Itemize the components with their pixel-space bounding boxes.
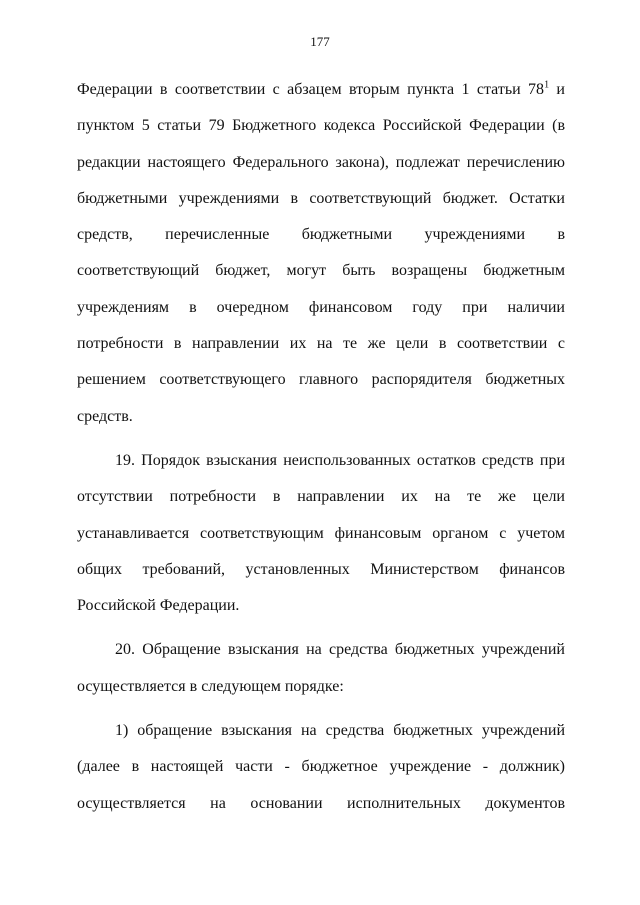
- text-line: отсутствии потребности в направлении их на те же цели: [77, 488, 565, 506]
- superscript: 1: [544, 79, 550, 91]
- text-line: (далее в настоящей части - бюджетное учреждение - должник): [77, 758, 565, 776]
- text-line: бюджетными учреждениями в соответствующий бюджет. Остатки: [77, 189, 565, 207]
- page-number: 177: [310, 34, 330, 49]
- text-line: 1) обращение взыскания на средства бюджетных учреждений: [115, 722, 565, 740]
- text-line: 19. Порядок взыскания неиспользованных остатков средств при: [115, 451, 565, 469]
- text-line: 20. Обращение взыскания на средства бюджетных учреждений: [115, 641, 565, 659]
- line-text: Федерации в соответствии с абзацем вторым пункта 1 статьи 78: [77, 81, 545, 98]
- text-line: пунктом 5 статьи 79 Бюджетного кодекса Российской Федерации (в: [77, 117, 565, 135]
- text-line: устанавливается соответствующим финансовым органом с учетом: [77, 524, 565, 542]
- paragraph-19: [77, 443, 565, 624]
- text-line: средств.: [77, 407, 133, 425]
- line-text: и: [549, 81, 565, 98]
- paragraph-continuation: [77, 72, 565, 435]
- text-line: Российской Федерации.: [77, 597, 240, 615]
- text-line: учреждениям в очередном финансовом году при наличии: [77, 298, 565, 316]
- text-line: потребности в направлении их на те же цели в соответствии с: [77, 335, 565, 353]
- text-line: осуществляется на основании исполнительных документов: [77, 794, 565, 812]
- text-line: соответствующий бюджет, могут быть возращены бюджетным: [77, 262, 565, 280]
- text-line: [77, 72, 565, 108]
- paragraph-20: [77, 632, 565, 705]
- document-body: [77, 72, 565, 822]
- text-line: общих требований, установленных Министерством финансов: [77, 560, 565, 578]
- text-line: редакции настоящего Федерального закона), подлежат перечислению: [77, 153, 565, 171]
- text-line: средств, перечисленные бюджетными учреждениями в: [77, 226, 565, 244]
- text-line: осуществляется в следующем порядке:: [77, 677, 344, 695]
- text-line: решением соответствующего главного распорядителя бюджетных: [77, 371, 565, 389]
- paragraph-20-item-1: [77, 713, 565, 822]
